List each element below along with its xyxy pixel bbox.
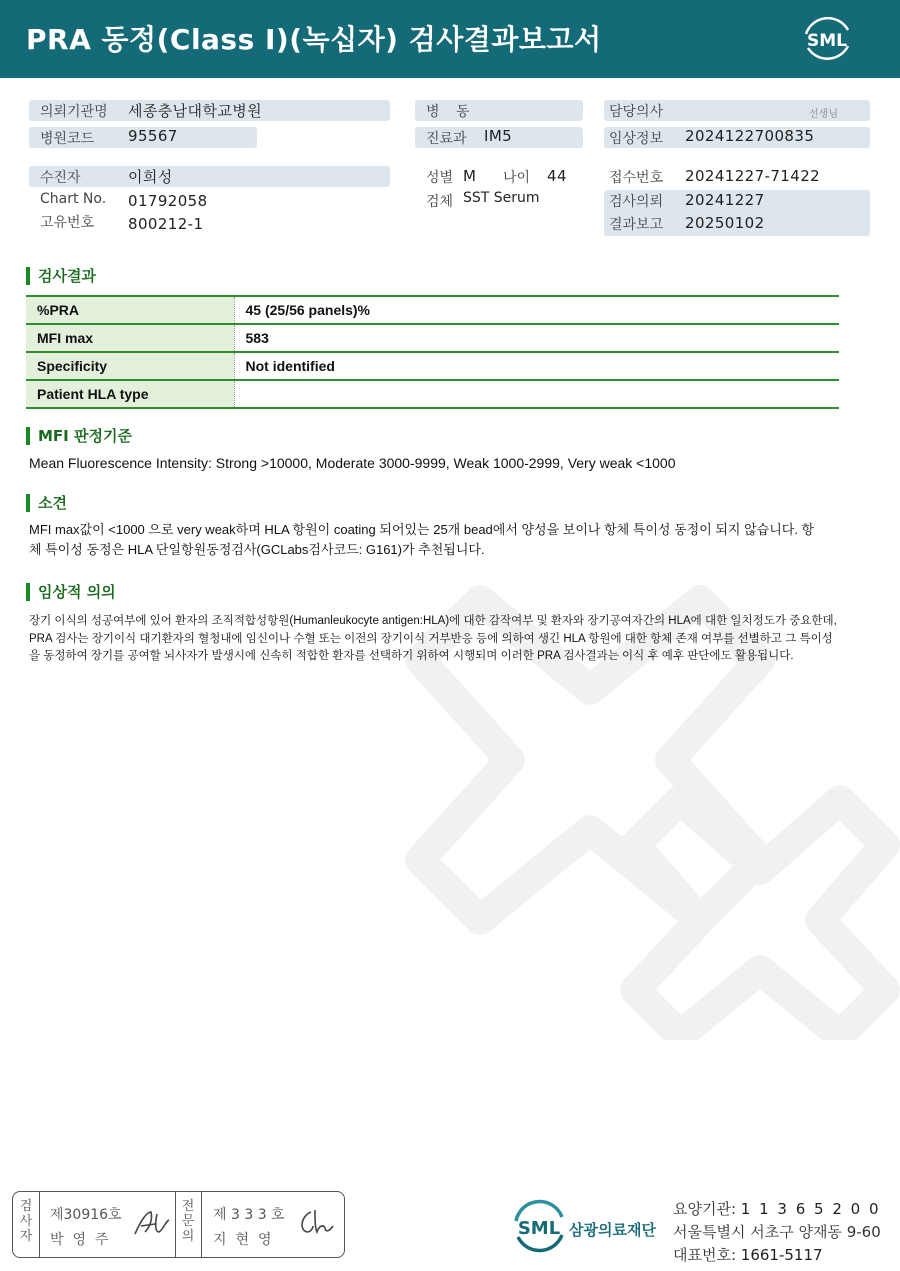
foundation-name: 삼광의료재단 xyxy=(569,1221,656,1239)
receipt-value: 20241227-71422 xyxy=(685,167,821,185)
result-value: Not identified xyxy=(234,352,839,380)
phone xyxy=(673,1244,823,1265)
inspector-name: 박영주 xyxy=(50,1232,118,1248)
department-label: 진료과 xyxy=(426,131,467,147)
hospital-code-label: 병원코드 xyxy=(40,131,95,147)
requested-label: 검사의뢰 xyxy=(609,194,664,210)
divider xyxy=(201,1192,202,1257)
report-title: PRA 동정(Class I)(녹십자) 검사결과보고서 xyxy=(26,23,602,56)
receipt-label: 접수번호 xyxy=(609,170,664,186)
clinical-text: 장기 이식의 성공여부에 있어 환자의 조직적합성항원(Humanleukocyte antigen:HLA)에 대한 감작여부 및 환자와 장기공여자간의 HLA에 대한 일치정도가 중요한데, PRA 검사는 장기이식 대기환자의 혈청내에 임신이나 수혈 또는 이전의 장기이식 거부반응 등에 의하여 생긴 HLA 항원에 대한 항체 존재 여부를 선별하고 그 특이성을 동정하여 장기를 공여할 뇌사자가 발생시에 신속히 적합한 환자를 선택하기 위하여 시행되며 이러한 PRA 검사결과는 이식 후 예후 판단에도 활용됩니다. xyxy=(29,615,837,662)
institution-code-label: 요양기관: xyxy=(673,1200,737,1218)
uid-value: 800212-1 xyxy=(128,215,204,233)
patient-name-bg xyxy=(29,166,390,187)
phone-value: 1661-5117 xyxy=(740,1246,823,1264)
reported-label: 결과보고 xyxy=(609,217,664,233)
age-value: 44 xyxy=(547,167,567,185)
inspector-label: 검사자 xyxy=(19,1199,33,1244)
institution-value: 세종충남대학교병원 xyxy=(128,102,263,120)
patient-name-label: 수진자 xyxy=(40,170,81,186)
ward-label: 병 동 xyxy=(426,104,476,120)
result-key: Specificity xyxy=(26,352,234,380)
opinion-title: 소견 xyxy=(26,494,67,512)
institution-label: 의뢰기관명 xyxy=(40,104,108,120)
inspector-signature-icon xyxy=(131,1206,173,1240)
table-row xyxy=(26,380,839,408)
clinical-title: 임상적 의의 xyxy=(26,583,116,601)
chart-value: 01792058 xyxy=(128,192,208,210)
patient-name-value: 이희성 xyxy=(128,168,173,186)
specialist-signature-icon xyxy=(295,1206,339,1240)
result-key: MFI max xyxy=(26,324,234,352)
clinical-info-value: 2024122700835 xyxy=(685,127,815,145)
opinion-text: MFI max값이 <1000 으로 very weak하며 HLA 항원이 coating 되어있는 25개 bead에서 양성을 보이나 항체 특이성 동정이 되지 않습니다. 항체 특이성 동정은 HLA 단일항원동정검사(GCLabs검사코드: G161)가 추천됩니다. xyxy=(29,522,815,557)
report-header xyxy=(0,0,900,78)
specialist-name: 지현영 xyxy=(213,1232,281,1248)
result-value xyxy=(234,380,839,408)
mfi-title: MFI 판정기준 xyxy=(26,427,132,445)
specimen-value: SST Serum xyxy=(463,190,540,206)
sml-logo-text: SML xyxy=(807,31,847,51)
inspector-no: 제30916호 xyxy=(50,1207,122,1223)
results-table xyxy=(26,295,839,409)
clinical-info-label: 임상정보 xyxy=(609,131,664,147)
result-value: 45 (25/56 panels)% xyxy=(234,296,839,324)
reported-value: 20250102 xyxy=(685,214,765,232)
divider xyxy=(39,1192,40,1257)
table-row xyxy=(26,352,839,380)
address: 서울특별시 서초구 양재동 9-60 xyxy=(673,1223,881,1241)
doctor-suffix: 선생님 xyxy=(809,109,838,120)
specialist-no: 제 3 3 3 호 xyxy=(213,1207,285,1223)
sml-logo xyxy=(800,12,854,66)
requested-value: 20241227 xyxy=(685,191,765,209)
footer-sml-logo xyxy=(510,1197,568,1257)
result-key: %PRA xyxy=(26,296,234,324)
specialist-label: 전문의 xyxy=(181,1199,195,1244)
specimen-label: 검체 xyxy=(426,194,454,210)
table-row xyxy=(26,296,839,324)
sex-label: 성별 xyxy=(426,170,454,186)
mfi-text: Mean Fluorescence Intensity: Strong >10000, Moderate 3000-9999, Weak 1000-2999, Very weak <1000 xyxy=(29,455,676,471)
department-value: IM5 xyxy=(484,127,513,145)
results-title: 검사결과 xyxy=(26,267,96,285)
signature-box xyxy=(12,1191,345,1258)
result-value: 583 xyxy=(234,324,839,352)
doctor-label: 담당의사 xyxy=(609,104,664,120)
age-label: 나이 xyxy=(503,170,531,186)
institution-code-value: 1 1 3 6 5 2 0 0 xyxy=(740,1200,881,1218)
uid-label: 고유번호 xyxy=(40,215,95,231)
institution-code xyxy=(673,1198,881,1219)
table-row xyxy=(26,324,839,352)
hospital-code-value: 95567 xyxy=(128,127,178,145)
result-key: Patient HLA type xyxy=(26,380,234,408)
phone-label: 대표번호: xyxy=(673,1246,737,1264)
chart-label: Chart No. xyxy=(40,191,107,207)
sex-value: M xyxy=(463,167,477,185)
footer-logo-text: SML xyxy=(517,1218,561,1239)
